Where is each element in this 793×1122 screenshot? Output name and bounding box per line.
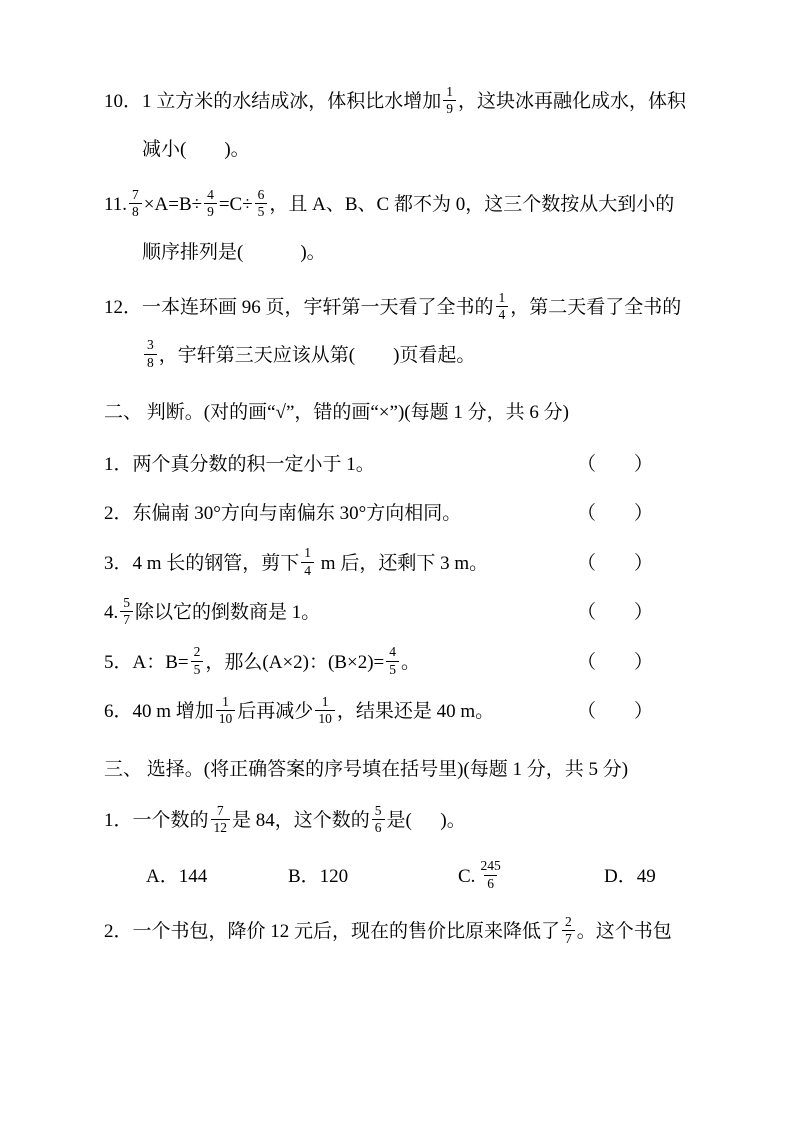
question-text: 东偏南 30°方向与南偏东 30°方向相同。 <box>132 503 462 524</box>
fill-question-12 <box>104 284 693 379</box>
answer-bracket: （ ） <box>576 701 653 722</box>
question-text: 一本连环画 96 页，宇轩第一天看了全书的 $\frac{1}{4}$ ，第二天看了全书的 $\frac{3}{8}$ ，宇轩第三天应该从第( )页看起。 <box>142 289 682 370</box>
fraction-numerator: 245 <box>480 858 501 874</box>
fraction-numerator: 1 <box>222 693 229 709</box>
question-text: 4 m 长的钢管，剪下 $\frac{1}{4}$ m 后，还剩下 3 m。 <box>132 545 489 578</box>
fraction-numerator: 3 <box>147 337 154 353</box>
option-a: A．144 <box>146 865 208 887</box>
fraction <box>204 187 217 220</box>
fraction-denominator: 4 <box>301 562 314 579</box>
question-number: 1． <box>104 810 133 831</box>
fraction-denominator: 4 <box>496 306 509 323</box>
fraction-numerator: 6 <box>257 186 265 202</box>
question-number: 12． <box>104 297 143 318</box>
fraction-numerator: 1 <box>498 289 506 305</box>
fraction <box>129 187 142 220</box>
question-text: 1 立方米的水结成冰，体积比水增加 $\frac{1}{9}$ ，这块冰再融化成水，体积减小( )。 <box>142 83 687 160</box>
choice-section <box>104 746 693 956</box>
fraction-numerator: 1 <box>446 83 454 99</box>
fraction <box>120 595 133 628</box>
judgment-item-3 <box>104 540 693 588</box>
fraction-denominator: 5 <box>191 661 204 678</box>
judgment-text <box>104 490 461 538</box>
fraction <box>562 914 575 947</box>
option-b: B．120 <box>288 865 349 887</box>
answer-bracket: （ ） <box>576 453 653 475</box>
choice-section-title: 三、 选择。(将正确答案的序号填在括号里)(每题 1 分，共 5 分) <box>104 758 629 780</box>
fraction <box>301 545 314 578</box>
question-number: 6． <box>104 701 133 722</box>
fill-question-11 <box>104 181 693 276</box>
question-number: 1． <box>104 453 133 475</box>
fraction-denominator: 7 <box>120 611 133 628</box>
fraction-numerator: 7 <box>132 186 139 202</box>
fraction-numerator: 2 <box>193 644 201 660</box>
fraction <box>216 694 236 727</box>
fraction-denominator: 9 <box>443 100 456 117</box>
fill-question-10 <box>104 78 693 173</box>
question-text: 一个书包，降价 12 元后，现在的售价比原来降低了 $\frac{2}{7}$ 。这个书包 <box>132 913 672 947</box>
fraction-denominator: 5 <box>386 661 399 678</box>
fraction-numerator: 2 <box>565 913 572 929</box>
fraction <box>477 858 503 891</box>
fraction-denominator: 12 <box>211 819 231 836</box>
fraction-denominator: 7 <box>562 930 575 947</box>
judgment-section-title: 二、 判断。(对的画“√”，错的画“×”)(每题 1 分，共 6 分) <box>104 402 569 423</box>
fraction-denominator: 6 <box>372 819 385 836</box>
fraction <box>315 694 335 727</box>
judgment-section <box>104 389 693 736</box>
fill-in-section <box>104 78 693 379</box>
fraction-numerator: 7 <box>216 802 224 818</box>
question-text: A：B= $\frac{2}{5}$ ，那么(A×2)：(B×2)= $\frac{4}{5}$ 。 <box>132 644 421 677</box>
choice-question-2 <box>104 908 693 956</box>
answer-bracket: （ ） <box>576 651 653 673</box>
judgment-item-4 <box>104 589 693 637</box>
judgment-item-2 <box>104 490 693 538</box>
answer-bracket: （ ） <box>576 503 653 524</box>
judgment-text <box>104 589 320 637</box>
fraction-denominator: 6 <box>484 875 497 892</box>
fraction-denominator: 8 <box>129 203 142 220</box>
question-number: 2． <box>104 921 133 942</box>
judgment-item-1 <box>104 441 693 489</box>
question-text: $\frac{7}{8}$ ×A=B÷ $\frac{4}{9}$ =C÷ $\frac{6}{5}$ ，且 A、B、C 都不为 0，这三个数按从大到小的顺序排列是( )。 <box>127 194 674 263</box>
question-text: 一个数的 $\frac{7}{12}$ 是 84，这个数的 $\frac{5}{6}$ 是( )。 <box>132 802 466 836</box>
judgment-item-6 <box>104 688 693 736</box>
question-number: 4. <box>104 602 119 623</box>
question-number: 2． <box>104 503 133 524</box>
choice-question-1 <box>104 797 693 845</box>
fraction-denominator: 10 <box>315 710 335 727</box>
judgment-item-5 <box>104 639 693 687</box>
question-number: 11. <box>104 194 128 215</box>
judgment-text <box>104 688 494 736</box>
fraction <box>386 644 399 677</box>
answer-bracket: （ ） <box>576 552 653 574</box>
question-number: 10． <box>104 91 143 112</box>
choice-options-row <box>104 853 693 901</box>
option-c: C. $\frac{245}{6}$ <box>458 853 604 901</box>
fraction-numerator: 5 <box>123 594 130 610</box>
fraction-denominator: 10 <box>216 710 236 727</box>
fraction-numerator: 1 <box>304 545 312 561</box>
fraction <box>191 644 204 677</box>
question-text: $\frac{5}{7}$ 除以它的倒数商是 1。 <box>118 602 320 623</box>
question-text: 两个真分数的积一定小于 1。 <box>132 453 375 475</box>
fraction <box>211 803 231 836</box>
question-number: 5． <box>104 651 133 673</box>
fraction <box>255 187 268 220</box>
fraction <box>496 290 509 323</box>
question-text: 40 m 增加 $\frac{1}{10}$ 后再减少 $\frac{1}{10}$ ，结果还是 40 m。 <box>132 693 495 727</box>
fraction-numerator: 1 <box>321 693 329 709</box>
fraction-denominator: 5 <box>255 203 268 220</box>
question-number: 3． <box>104 552 133 574</box>
judgment-text <box>104 540 488 588</box>
judgment-text <box>104 441 375 489</box>
fraction-denominator: 8 <box>144 354 157 371</box>
fraction <box>443 84 456 117</box>
fraction-denominator: 9 <box>204 203 217 220</box>
fraction <box>144 337 157 370</box>
answer-bracket: （ ） <box>576 602 653 623</box>
fraction-numerator: 4 <box>207 186 214 202</box>
option-d: D．49 <box>604 865 656 887</box>
judgment-text <box>104 639 420 687</box>
fraction-numerator: 5 <box>374 802 382 818</box>
fraction-numerator: 4 <box>389 644 396 660</box>
fraction <box>372 803 385 836</box>
